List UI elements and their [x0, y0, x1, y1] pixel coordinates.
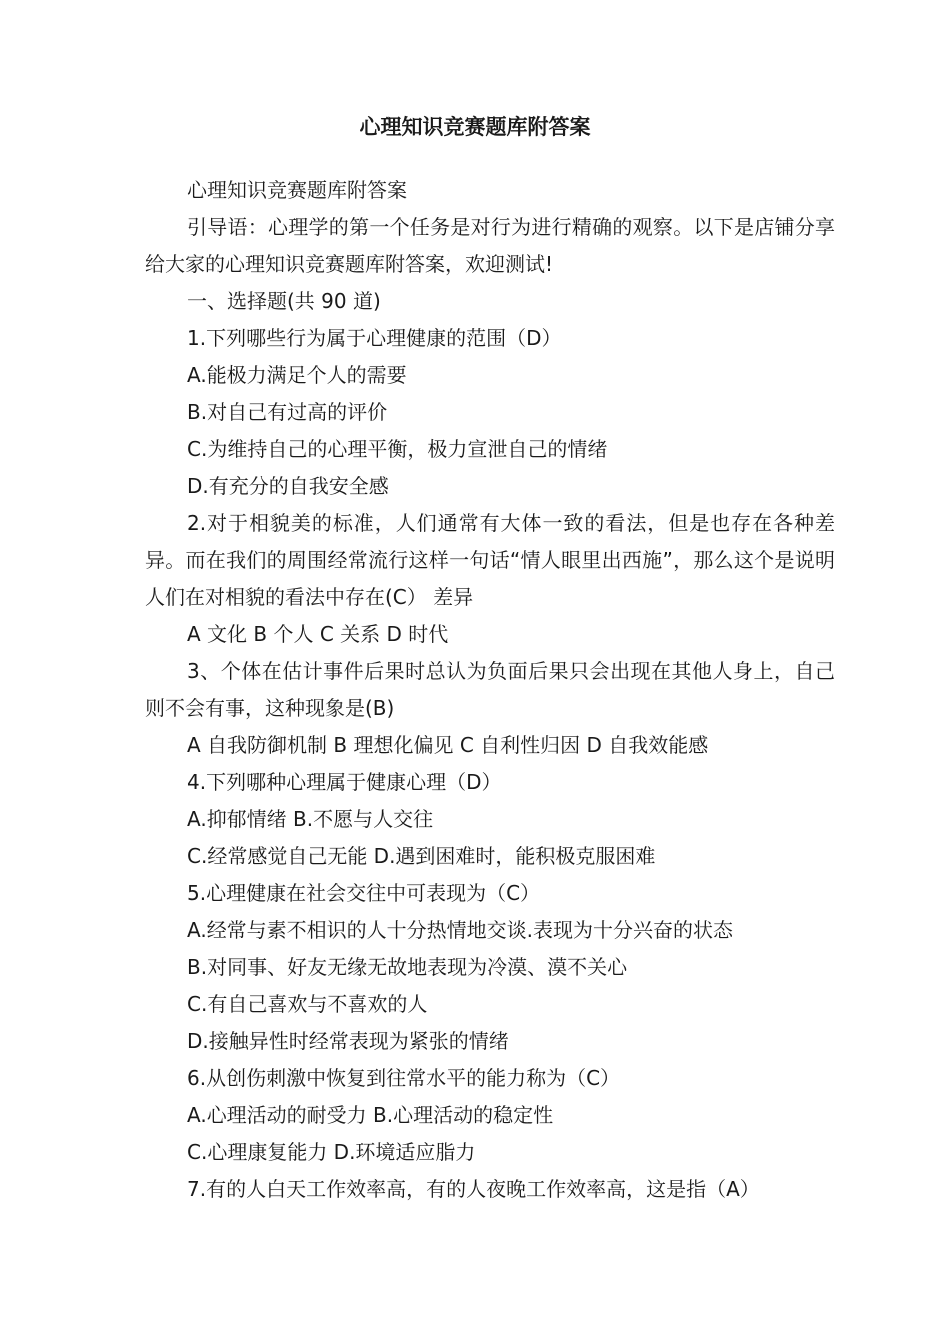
question-5-option-a: A.经常与素不相识的人十分热情地交谈.表现为十分兴奋的状态	[187, 918, 734, 942]
question-5-option-d: D.接触异性时经常表现为紧张的情绪	[187, 1029, 509, 1053]
question-4-options-cd: C.经常感觉自己无能 D.遇到困难时，能积极克服困难	[187, 844, 656, 868]
section-heading: 一、选择题(共 90 道)	[187, 289, 381, 313]
question-4: 4.下列哪种心理属于健康心理（D）	[187, 770, 502, 794]
paragraph-intro: 引导语：心理学的第一个任务是对行为进行精确的观察。以下是店铺分享给大家的心理知识竞赛题库附答案，欢迎测试!	[145, 215, 835, 276]
question-2-options: A 文化 B 个人 C 关系 D 时代	[187, 622, 449, 646]
question-1: 1.下列哪些行为属于心理健康的范围（D）	[187, 326, 562, 350]
question-6: 6.从创伤刺激中恢复到往常水平的能力称为（C）	[187, 1066, 621, 1090]
question-6-options-cd: C.心理康复能力 D.环境适应脂力	[187, 1140, 476, 1164]
question-3-options: A 自我防御机制 B 理想化偏见 C 自利性归因 D 自我效能感	[187, 733, 709, 757]
question-4-options-ab: A.抑郁情绪 B.不愿与人交往	[187, 807, 434, 831]
question-2: 2.对于相貌美的标准，人们通常有大体一致的看法，但是也存在各种差异。而在我们的周围经常流行这样一句话“情人眼里出西施”，那么这个是说明人们在对相貌的看法中存在(C） 差异	[145, 511, 835, 609]
question-1-option-d: D.有充分的自我安全感	[187, 474, 389, 498]
question-6-options-ab: A.心理活动的耐受力 B.心理活动的稳定性	[187, 1103, 554, 1127]
question-5-option-c: C.有自己喜欢与不喜欢的人	[187, 992, 428, 1016]
document-title: 心理知识竞赛题库附答案	[359, 115, 591, 139]
document-body	[145, 172, 835, 1208]
question-5-option-b: B.对同事、好友无缘无故地表现为冷漠、漠不关心	[187, 955, 628, 979]
question-1-option-c: C.为维持自己的心理平衡，极力宣泄自己的情绪	[187, 437, 608, 461]
question-1-option-b: B.对自己有过高的评价	[187, 400, 388, 424]
question-1-option-a: A.能极力满足个人的需要	[187, 363, 407, 387]
question-3: 3、个体在估计事件后果时总认为负面后果只会出现在其他人身上，自己则不会有事，这种现象是(B)	[145, 659, 835, 720]
question-7: 7.有的人白天工作效率高，有的人夜晚工作效率高，这是指（A）	[187, 1177, 760, 1201]
question-5: 5.心理健康在社会交往中可表现为（C）	[187, 881, 541, 905]
paragraph-subtitle: 心理知识竞赛题库附答案	[187, 178, 407, 202]
